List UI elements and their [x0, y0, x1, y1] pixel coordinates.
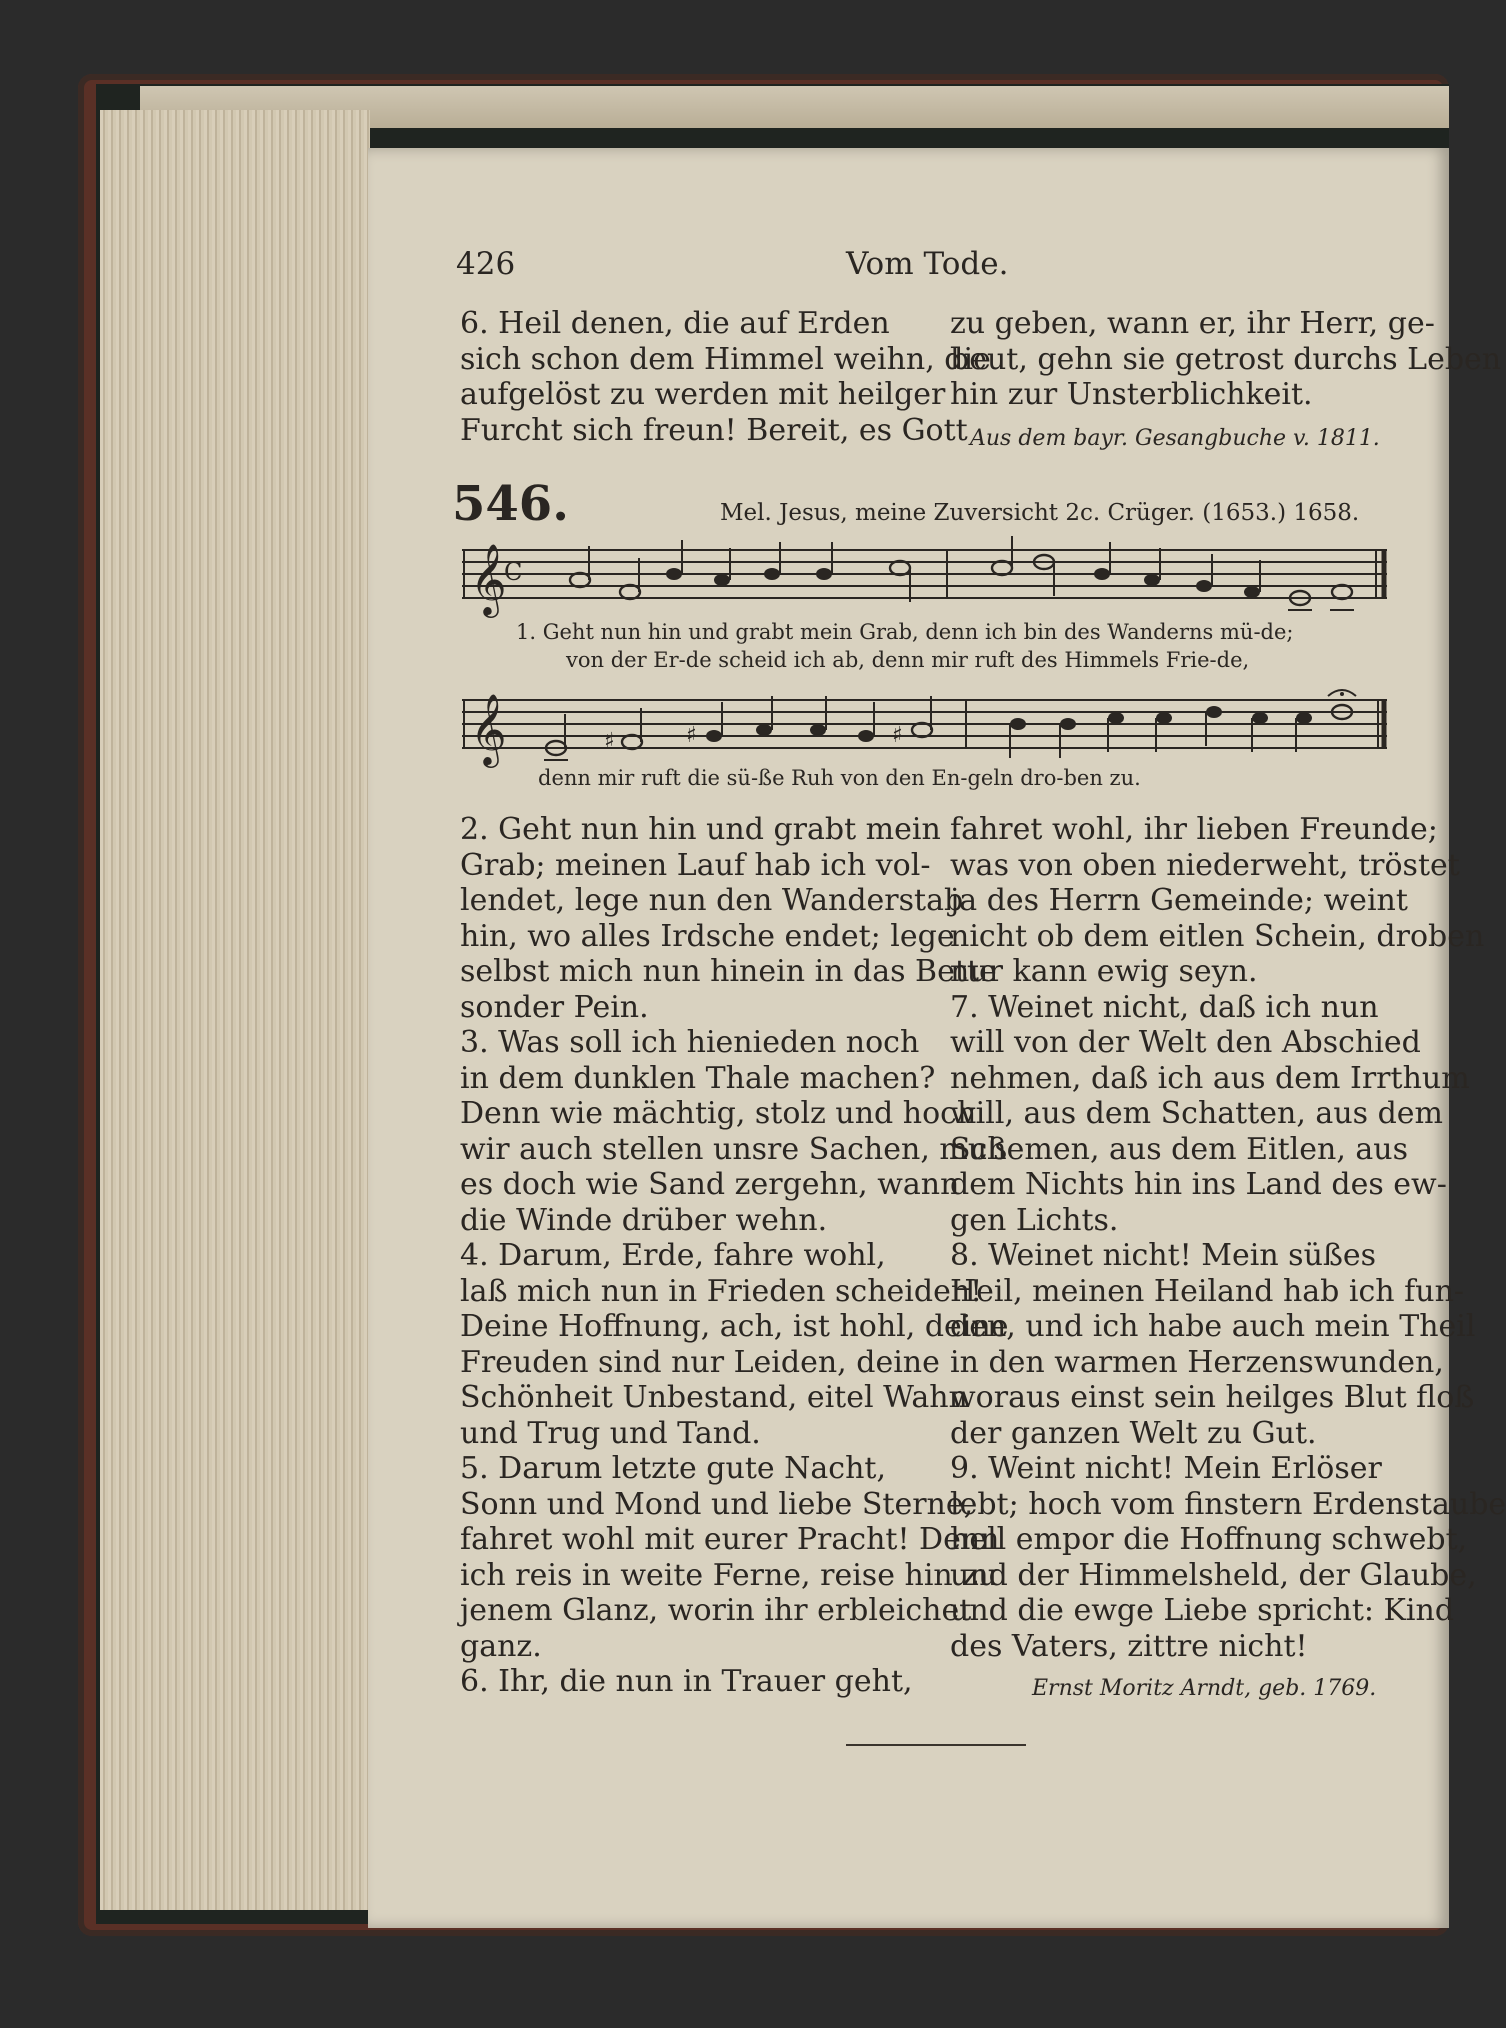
text-line: nehmen, daß ich aus dem Irrthum	[950, 1060, 1470, 1096]
hymn-attribution: Ernst Moritz Arndt, geb. 1769.	[1032, 1676, 1377, 1701]
treble-clef-icon: 𝄞	[470, 542, 507, 615]
section-divider	[846, 1744, 1026, 1746]
text-line: lendet, lege nun den Wanderstab	[460, 883, 964, 918]
text-line: Schönheit Unbestand, eitel Wahn	[460, 1380, 968, 1415]
text-line: Deine Hoffnung, ach, ist hohl, deine	[460, 1309, 1009, 1344]
text-line: in dem dunklen Thale machen?	[460, 1060, 936, 1096]
text-line: Schemen, aus dem Eitlen, aus	[950, 1131, 1408, 1167]
text-line: fahret wohl mit eurer Pracht! Denn	[460, 1522, 1000, 1557]
text-line: und der Himmelsheld, der Glaube,	[950, 1557, 1477, 1593]
text-line: jenem Glanz, worin ihr erbleichet	[460, 1593, 972, 1628]
text-line: 7. Weinet nicht, daß ich nun	[950, 989, 1379, 1025]
music-staff-1	[462, 536, 1392, 618]
text-line: in den warmen Herzenswunden,	[950, 1344, 1444, 1380]
text-line: zu geben, wann er, ihr Herr, ge-	[950, 306, 1435, 341]
top-fragment-attribution: Aus dem bayr. Gesangbuche v. 1811.	[970, 426, 1380, 451]
text-line: was von oben niederweht, tröstet	[950, 847, 1460, 883]
sharp-icon: ♯	[892, 723, 903, 748]
text-line: selbst mich nun hinein in das Bette	[460, 954, 997, 989]
text-line: hell empor die Hoffnung schwebt,	[950, 1522, 1468, 1557]
text-line: und Trug und Tand.	[460, 1415, 761, 1451]
text-line: 8. Weinet nicht! Mein süßes	[950, 1238, 1377, 1273]
text-line: lebt; hoch vom finstern Erdenstaube	[950, 1486, 1506, 1522]
page-number: 426	[456, 246, 516, 282]
text-line: aufgelöst zu werden mit heilger	[460, 377, 946, 412]
text-line: will, aus dem Schatten, aus dem	[950, 1096, 1443, 1131]
text-line: Furcht sich freun! Bereit, es Gott	[460, 412, 968, 448]
text-line: gen Lichts.	[950, 1202, 1119, 1238]
text-line: nicht ob dem eitlen Schein, droben	[950, 918, 1485, 954]
text-line: 5. Darum letzte gute Nacht,	[460, 1451, 887, 1486]
text-line: 3. Was soll ich hienieden noch	[460, 1025, 920, 1060]
text-line: ganz.	[460, 1628, 542, 1664]
text-line: woraus einst sein heilges Blut floß	[950, 1380, 1475, 1415]
text-line: 6. Ihr, die nun in Trauer geht,	[460, 1664, 913, 1699]
text-line: 2. Geht nun hin und grabt mein	[460, 812, 941, 847]
text-line: sonder Pein.	[460, 989, 649, 1025]
treble-clef-icon: 𝄞	[470, 692, 507, 765]
staff2-lyrics: denn mir ruft die sü-ße Ruh von den En-geln dro-ben zu.	[538, 766, 1141, 790]
text-line: und die ewge Liebe spricht: Kind	[950, 1593, 1455, 1628]
hymn-left-column	[460, 812, 1008, 1700]
text-line: wir auch stellen unsre Sachen, muß	[460, 1131, 1008, 1167]
sharp-icon: ♯	[686, 723, 697, 748]
page-header	[456, 246, 1376, 292]
text-line: fahret wohl, ihr lieben Freunde;	[950, 812, 1438, 847]
top-fragment-left-column	[460, 306, 991, 448]
text-line: 6. Heil denen, die auf Erden	[460, 306, 890, 341]
text-line: dem Nichts hin ins Land des ew-	[950, 1167, 1447, 1202]
text-line: 9. Weint nicht! Mein Erlöser	[950, 1451, 1382, 1486]
text-line: des Vaters, zittre nicht!	[950, 1628, 1308, 1664]
text-line: nur kann ewig seyn.	[950, 954, 1258, 989]
staff1-lyrics-line2: von der Er-de scheid ich ab, denn mir ruft des Himmels Frie-de,	[566, 648, 1250, 672]
text-line: hin zur Unsterblichkeit.	[950, 377, 1313, 412]
text-line: hin, wo alles Irdsche endet; lege	[460, 918, 955, 954]
hymn-right-column	[950, 812, 1506, 1664]
text-line: will von der Welt den Abschied	[950, 1025, 1421, 1060]
common-time-icon: C	[504, 558, 523, 586]
text-line: 4. Darum, Erde, fahre wohl,	[460, 1238, 886, 1273]
melody-line: Mel. Jesus, meine Zuversicht 2c. Crüger. (1653.) 1658.	[720, 500, 1360, 526]
music-staff-2	[462, 682, 1392, 768]
text-line: den, und ich habe auch mein Theil	[950, 1309, 1476, 1344]
text-line: es doch wie Sand zergehn, wann	[460, 1167, 960, 1202]
text-line: sich schon dem Himmel weihn, die	[460, 341, 991, 377]
top-fragment-right-column	[950, 306, 1501, 413]
page-block-fore-edge	[100, 110, 370, 1910]
text-line: Sonn und Mond und liebe Sterne,	[460, 1486, 974, 1522]
text-line: ich reis in weite Ferne, reise hin zu	[460, 1557, 998, 1593]
sharp-icon: ♯	[604, 729, 615, 754]
text-line: ja des Herrn Gemeinde; weint	[950, 883, 1408, 918]
text-line: der ganzen Welt zu Gut.	[950, 1415, 1317, 1451]
staff1-lyrics-line1: 1. Geht nun hin und grabt mein Grab, denn ich bin des Wanderns mü-de;	[516, 620, 1294, 644]
text-line: Heil, meinen Heiland hab ich fun-	[950, 1273, 1465, 1309]
text-line: Grab; meinen Lauf hab ich vol-	[460, 847, 931, 883]
text-line: die Winde drüber wehn.	[460, 1202, 828, 1238]
hymn-number: 546.	[452, 476, 569, 532]
running-title: Vom Tode.	[846, 246, 1009, 282]
text-line: beut, gehn sie getrost durchs Leben	[950, 341, 1502, 377]
text-line: Denn wie mächtig, stolz und hoch	[460, 1096, 977, 1131]
text-line: Freuden sind nur Leiden, deine	[460, 1344, 940, 1380]
text-line: laß mich nun in Frieden scheiden!	[460, 1273, 983, 1309]
